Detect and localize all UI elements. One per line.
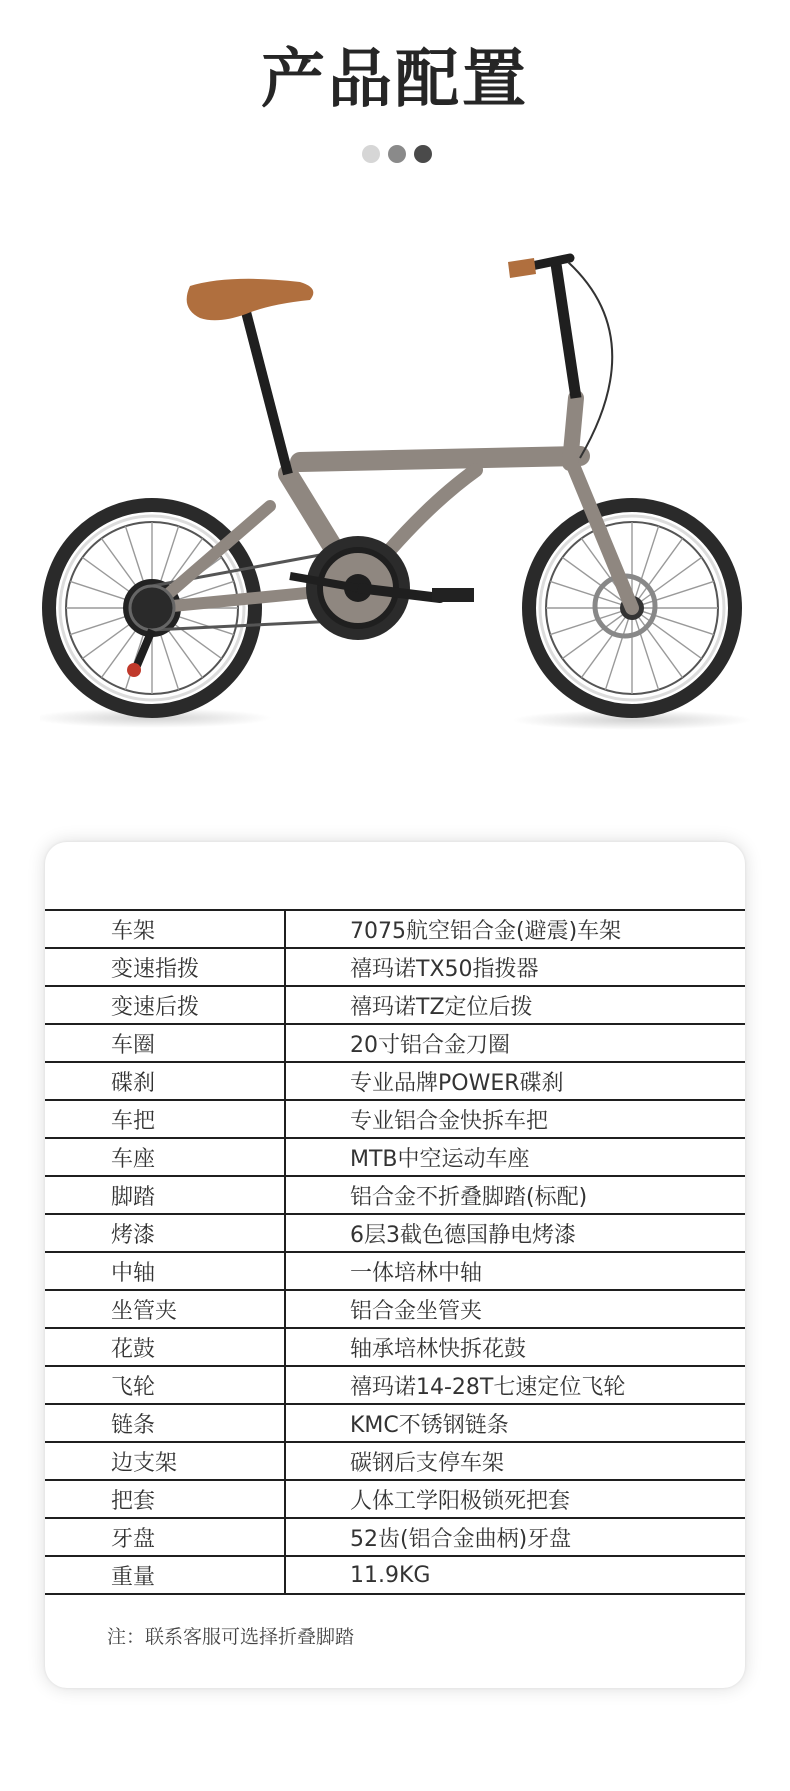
table-row [45,1176,745,1214]
carousel-dot-3[interactable] [414,145,432,163]
table-row [45,1556,745,1594]
spec-label: 把套 [45,1480,285,1518]
table-row [45,1138,745,1176]
spec-label: 变速后拨 [45,986,285,1024]
table-row [45,1328,745,1366]
spec-value: 禧玛诺14-28T七速定位飞轮 [285,1366,745,1404]
spec-label: 重量 [45,1556,285,1594]
spec-label: 花鼓 [45,1328,285,1366]
spec-label: 飞轮 [45,1366,285,1404]
spec-note: 注：联系客服可选择折叠脚踏 [107,1626,355,1648]
table-row [45,1100,745,1138]
spec-value: 一体培林中轴 [285,1252,745,1290]
table-row [45,1062,745,1100]
spec-value: 轴承培林快拆花鼓 [285,1328,745,1366]
spec-label: 坐管夹 [45,1290,285,1328]
product-image [40,248,750,738]
spec-label: 车座 [45,1138,285,1176]
spec-value: 禧玛诺TX50指拨器 [285,948,745,986]
table-row [45,1290,745,1328]
table-row [45,948,745,986]
table-row [45,1214,745,1252]
table-row [45,1404,745,1442]
spec-value: KMC不锈钢链条 [285,1404,745,1442]
table-row [45,986,745,1024]
spec-label: 中轴 [45,1252,285,1290]
spec-value: 碳钢后支停车架 [285,1442,745,1480]
spec-label: 车架 [45,910,285,948]
spec-card [45,842,745,1688]
spec-label: 边支架 [45,1442,285,1480]
spec-label: 碟刹 [45,1062,285,1100]
spec-value: 铝合金坐管夹 [285,1290,745,1328]
table-row [45,1024,745,1062]
table-row [45,1252,745,1290]
table-row [45,1480,745,1518]
spec-value: 7075航空铝合金(避震)车架 [285,910,745,948]
page-title: 产品配置 [261,43,529,117]
table-row [45,1442,745,1480]
table-row [45,1518,745,1556]
spec-label: 链条 [45,1404,285,1442]
spec-table [45,909,745,1595]
table-row [45,910,745,948]
spec-label: 脚踏 [45,1176,285,1214]
spec-label: 牙盘 [45,1518,285,1556]
spec-value: 6层3截色德国静电烤漆 [285,1214,745,1252]
table-row [45,1366,745,1404]
carousel-dot-2[interactable] [388,145,406,163]
spec-label: 车把 [45,1100,285,1138]
spec-value: 20寸铝合金刀圈 [285,1024,745,1062]
spec-value: MTB中空运动车座 [285,1138,745,1176]
spec-value: 52齿(铝合金曲柄)牙盘 [285,1518,745,1556]
spec-value: 专业铝合金快拆车把 [285,1100,745,1138]
carousel-indicator [362,145,442,165]
spec-value: 专业品牌POWER碟刹 [285,1062,745,1100]
spec-value: 人体工学阳极锁死把套 [285,1480,745,1518]
folding-bike-icon [40,248,750,738]
spec-label: 车圈 [45,1024,285,1062]
spec-label: 变速指拨 [45,948,285,986]
spec-value: 禧玛诺TZ定位后拨 [285,986,745,1024]
carousel-dot-1[interactable] [362,145,380,163]
spec-value: 铝合金不折叠脚踏(标配) [285,1176,745,1214]
spec-label: 烤漆 [45,1214,285,1252]
spec-value: 11.9KG [285,1556,745,1594]
